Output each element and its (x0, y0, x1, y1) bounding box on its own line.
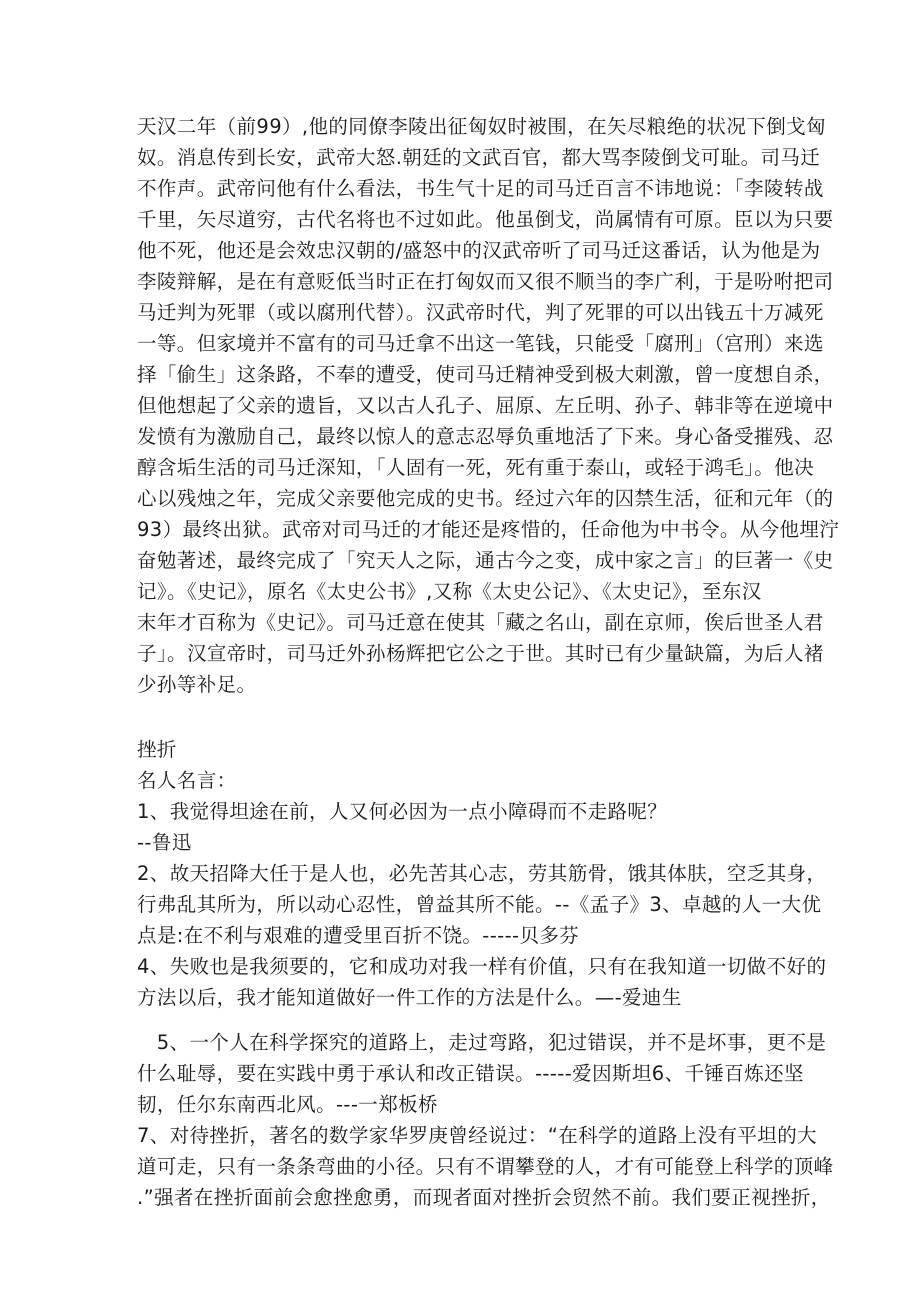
biography-line: 93）最终出狱。武帝对司马迁的才能还是疼惜的，任命他为中书令。从今他埋泞 (137, 518, 840, 541)
biography-line: 末年才百称为《史记》。司马迁意在使其「藏之名山，副在京师，俟后世圣人君 (137, 611, 824, 634)
quote-line: --鲁迅 (137, 831, 192, 854)
biography-line: 李陵辩解，是在有意贬低当时正在打匈奴而又很不顺当的李广利，于是吩咐把司 (137, 270, 834, 293)
biography-line: 心以残烛之年，完成父亲要他完成的史书。经过六年的囚禁生活，征和元年（的 (137, 487, 834, 510)
quote-line: 7、对待挫折，著名的数学家华罗庚曾经说过：“在科学的道路上没有平坦的大 (137, 1124, 818, 1147)
biography-line: 一等。但家境并不富有的司马迁拿不出这一笔钱，只能受「腐刑」（宫刑）来选 (137, 332, 824, 355)
biography-line: 千里，矢尽道穷，古代名将也不过如此。他虽倒戈，尚属情有可原。臣以为只要 (137, 208, 834, 231)
quote-line: .”强者在挫折面前会愈挫愈勇，而现者面对挫折会贸然不前。我们要正视挫折， (137, 1186, 831, 1209)
biography-line: 马迁判为死罪（或以腐刑代替）。汉武帝时代，判了死罪的可以出钱五十万减死 (137, 301, 824, 324)
quote-line: 什么耻辱，要在实践中勇于承认和改正错误。-----爱因斯坦6、千锤百炼还坚 (137, 1062, 804, 1085)
biography-line: 不作声。武帝问他有什么看法，书生气十足的司马迁百言不讳地说：「李陵转战 (137, 177, 824, 200)
biography-line: 但他想起了父亲的遗旨，又以古人孔子、屈原、左丘明、孙子、韩非等在逆境中 (137, 394, 834, 417)
quote-line: 韧，任尔东南西北风。---一郑板桥 (137, 1093, 438, 1116)
biography-line: 记》。《史记》，原名《太史公书》,又称《太史公记》、《太史记》，至东汉 (137, 580, 762, 603)
quote-line: 1、我觉得坦途在前，人又何必因为一点小障碍而不走路呢？ (137, 800, 668, 823)
quote-line: 点是:在不利与艰难的遭受里百折不饶。-----贝多芬 (137, 924, 580, 947)
biography-line: 子」。汉宣帝时，司马迁外孙杨辉把它公之于世。其时已有少量缺篇，为后人褚 (137, 642, 824, 665)
quote-line: 5、一个人在科学探究的道路上，走过弯路，犯过错误，并不是坏事，更不是 (137, 1031, 827, 1054)
biography-line: 他不死，他还是会效忠汉朝的/盛怒中的汉武帝听了司马迁这番话，认为他是为 (137, 239, 821, 262)
quotes-heading: 名人名言： (137, 769, 237, 792)
quote-line: 道可走，只有一条条弯曲的小径。只有不谓攀登的人，才有可能登上科学的顶峰 (137, 1155, 834, 1178)
biography-line: 奋勉著述，最终完成了「究天人之际，通古今之变，成中家之言」的巨著一《史 (137, 549, 834, 572)
quote-line: 4、失败也是我须要的，它和成功对我一样有价值，只有在我知道一切做不好的 (137, 955, 827, 978)
biography-line: 少孙等补足。 (137, 673, 257, 696)
biography-line: 发愤有为激励自己，最终以惊人的意志忍辱负重地活了下来。身心备受摧残、忍 (137, 425, 834, 448)
quote-line: 2、故天招降大任于是人也，必先苦其心志，劳其筋骨，饿其体肤，空乏其身， (137, 862, 827, 885)
quote-line: 方法以后，我才能知道做好一件工作的方法是什么。—-爱迪生 (137, 986, 682, 1009)
biography-line: 择「偷生」这条路，不奉的遭受，使司马迁精神受到极大刺激，曾一度想自杀， (137, 363, 834, 386)
biography-line: 醇含垢生活的司马迁深知，「人固有一死，死有重于泰山，或轻于鸿毛」。他决 (137, 456, 815, 479)
biography-line: 奴。消息传到长安，武帝大怒.朝廷的文武百官，都大骂李陵倒戈可耻。司马迁 (137, 146, 821, 169)
quote-line: 行弗乱其所为，所以动心忍性，曾益其所不能。--《孟子》3、卓越的人一大优 (137, 893, 822, 916)
section-title: 挫折 (137, 738, 177, 761)
biography-line: 天汉二年（前99）,他的同僚李陵出征匈奴时被围，在矢尽粮绝的状况下倒戈匈 (137, 115, 826, 138)
